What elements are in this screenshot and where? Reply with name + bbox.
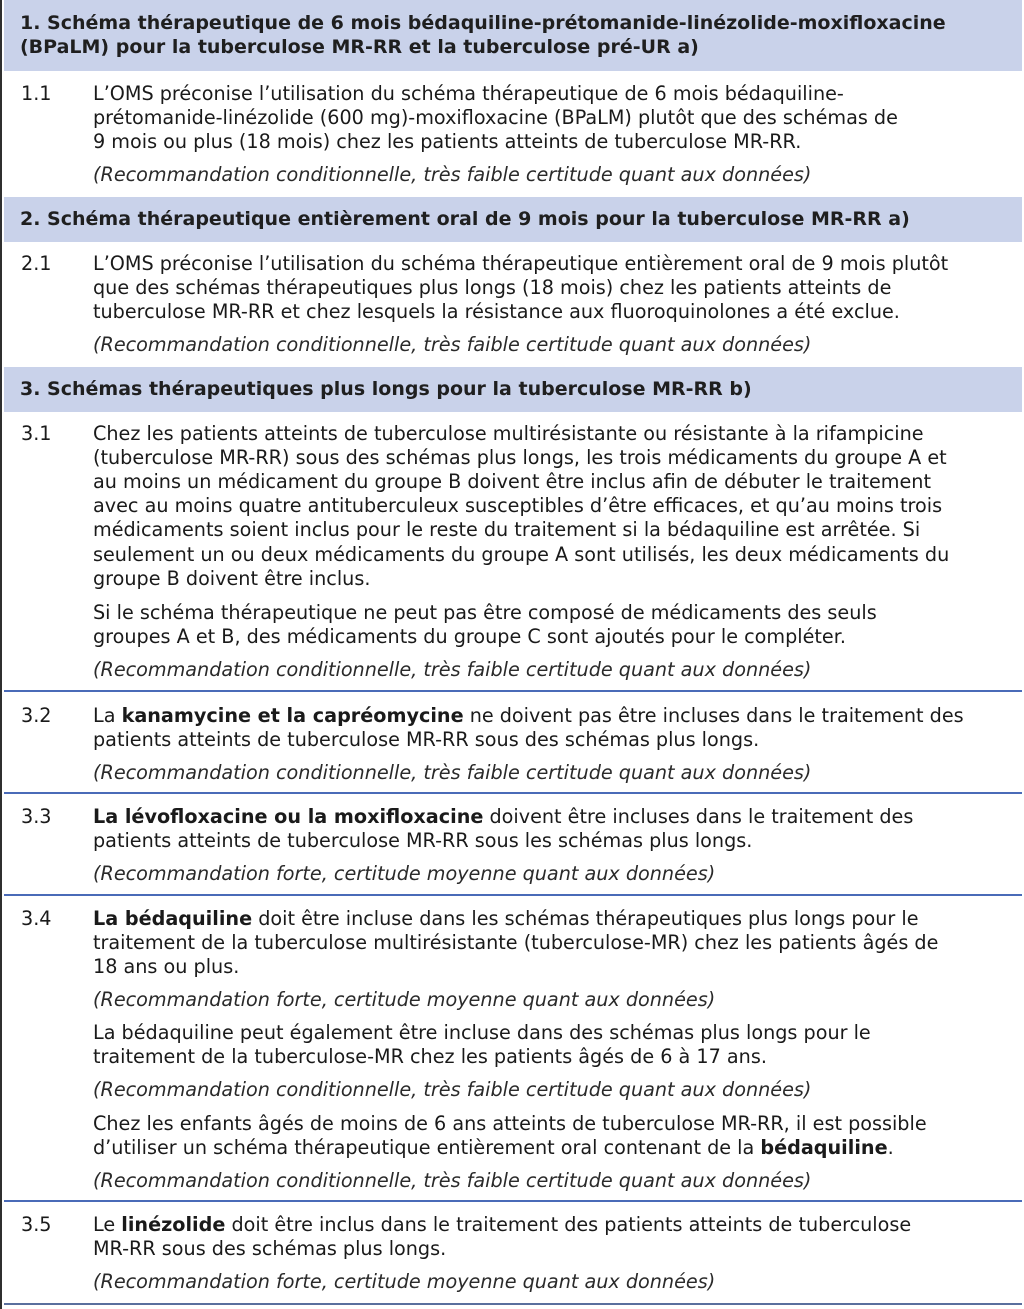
item-text: patients atteints de tuberculose MR-RR sous les schémas plus longs. bbox=[93, 829, 753, 852]
item-text: La lévofloxacine ou la moxifloxacine doivent être incluses dans le traitement des bbox=[93, 805, 914, 828]
item-text: au moins un médicament du groupe B doivent être inclus afin de débuter le traitement bbox=[93, 470, 931, 493]
item-text: avec au moins quatre antituberculeux susceptibles d’être efficaces, et qu’au moins trois bbox=[93, 494, 943, 517]
item-text: seulement un ou deux médicaments du groupe A sont utilisés, les deux médicaments du bbox=[93, 543, 950, 566]
section-2-title: 2. Schéma thérapeutique entièrement oral de 9 mois pour la tuberculose MR-RR a) bbox=[20, 208, 910, 230]
item-text: L’OMS préconise l’utilisation du schéma thérapeutique entièrement oral de 9 mois plutôt bbox=[93, 252, 949, 275]
item-text: traitement de la tuberculose multirésistante (tuberculose-MR) chez les patients âgés de bbox=[93, 931, 939, 954]
item-text: (tuberculose MR-RR) sous des schémas plus longs, les trois médicaments du groupe A et bbox=[93, 446, 947, 469]
item-text: Chez les patients atteints de tuberculose multirésistante ou résistante à la rifampicine bbox=[93, 422, 924, 445]
recommendation-strength: (Recommandation forte, certitude moyenne quant aux données) bbox=[93, 988, 716, 1011]
section-3-title: 3. Schémas thérapeutiques plus longs pour la tuberculose MR-RR b) bbox=[20, 378, 752, 400]
item-text: d’utiliser un schéma thérapeutique entièrement oral contenant de la bédaquiline. bbox=[93, 1136, 894, 1159]
item-text: Si le schéma thérapeutique ne peut pas être composé de médicaments des seuls bbox=[93, 601, 877, 624]
row-divider bbox=[4, 690, 1022, 692]
recommendation-strength: (Recommandation forte, certitude moyenne quant aux données) bbox=[93, 1270, 716, 1293]
drug-name: La bédaquiline bbox=[93, 907, 253, 930]
item-text: prétomanide-linézolide (600 mg)-moxifloxacine (BPaLM) plutôt que des schémas de bbox=[93, 106, 898, 129]
item-text: patients atteints de tuberculose MR-RR sous des schémas plus longs. bbox=[93, 728, 760, 751]
item-text: La bédaquiline peut également être incluse dans des schémas plus longs pour le bbox=[93, 1021, 871, 1044]
item-text: La kanamycine et la capréomycine ne doivent pas être incluses dans le traitement des bbox=[93, 704, 964, 727]
row-divider bbox=[4, 894, 1022, 896]
item-text: tuberculose MR-RR et chez lesquels la résistance aux fluoroquinolones a été exclue. bbox=[93, 300, 900, 323]
item-number: 1.1 bbox=[21, 82, 52, 105]
drug-name: bédaquiline bbox=[760, 1136, 888, 1159]
item-number: 3.5 bbox=[21, 1213, 52, 1236]
item-number: 3.2 bbox=[21, 704, 52, 727]
item-text: La bédaquiline doit être incluse dans les schémas thérapeutiques plus longs pour le bbox=[93, 907, 919, 930]
recommendation-strength: (Recommandation conditionnelle, très faible certitude quant aux données) bbox=[93, 333, 812, 356]
item-number: 3.3 bbox=[21, 805, 52, 828]
item-text: groupe B doivent être inclus. bbox=[93, 567, 371, 590]
recommendation-strength: (Recommandation conditionnelle, très faible certitude quant aux données) bbox=[93, 761, 812, 784]
item-text: que des schémas thérapeutiques plus longs (18 mois) chez les patients atteints de bbox=[93, 276, 892, 299]
item-text: traitement de la tuberculose-MR chez les patients âgés de 6 à 17 ans. bbox=[93, 1045, 767, 1068]
item-text: médicaments soient inclus pour le reste du traitement si la bédaquiline est arrêtée. Si bbox=[93, 518, 921, 541]
recommendation-strength: (Recommandation conditionnelle, très faible certitude quant aux données) bbox=[93, 658, 812, 681]
item-text: Chez les enfants âgés de moins de 6 ans atteints de tuberculose MR-RR, il est possible bbox=[93, 1112, 927, 1135]
item-number: 3.4 bbox=[21, 907, 52, 930]
section-1-title-line-2: (BPaLM) pour la tuberculose MR-RR et la tuberculose pré-UR a) bbox=[20, 36, 699, 58]
recommendation-strength: (Recommandation conditionnelle, très faible certitude quant aux données) bbox=[93, 1078, 812, 1101]
section-1-title-line-1: 1. Schéma thérapeutique de 6 mois bédaquiline-prétomanide-linézolide-moxifloxacine bbox=[20, 12, 946, 34]
item-text: MR-RR sous des schémas plus longs. bbox=[93, 1237, 447, 1260]
recommendation-strength: (Recommandation conditionnelle, très faible certitude quant aux données) bbox=[93, 1169, 812, 1192]
item-number: 3.1 bbox=[21, 422, 52, 445]
section-1-header bbox=[4, 0, 1022, 72]
section-2-header bbox=[4, 197, 1022, 243]
item-text: L’OMS préconise l’utilisation du schéma thérapeutique de 6 mois bédaquiline- bbox=[93, 82, 844, 105]
row-divider bbox=[4, 1200, 1022, 1202]
item-text: 9 mois ou plus (18 mois) chez les patients atteints de tuberculose MR-RR. bbox=[93, 130, 802, 153]
item-text: groupes A et B, des médicaments du groupe C sont ajoutés pour le compléter. bbox=[93, 625, 846, 648]
table-bottom-rule bbox=[4, 1303, 1022, 1305]
item-text: Le linézolide doit être inclus dans le traitement des patients atteints de tuberculose bbox=[93, 1213, 912, 1236]
recommendation-strength: (Recommandation conditionnelle, très faible certitude quant aux données) bbox=[93, 163, 812, 186]
drug-name: La lévofloxacine ou la moxifloxacine bbox=[93, 805, 484, 828]
recommendation-strength: (Recommandation forte, certitude moyenne quant aux données) bbox=[93, 862, 716, 885]
item-number: 2.1 bbox=[21, 252, 52, 275]
drug-name: linézolide bbox=[121, 1213, 226, 1236]
section-3-header bbox=[4, 367, 1022, 413]
row-divider bbox=[4, 792, 1022, 794]
drug-name: kanamycine et la capréomycine bbox=[121, 704, 464, 727]
item-text: 18 ans ou plus. bbox=[93, 955, 240, 978]
